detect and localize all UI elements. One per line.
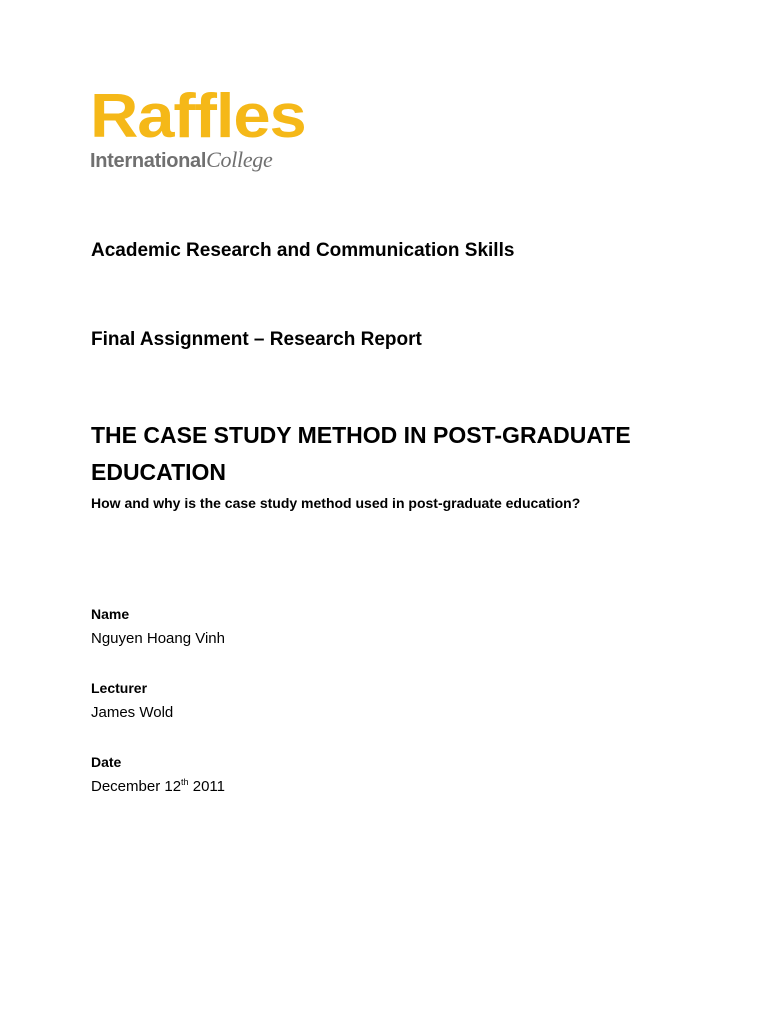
lecturer-label: Lecturer bbox=[91, 680, 148, 696]
lecturer-value: James Wold bbox=[91, 704, 174, 721]
name-value: Nguyen Hoang Vinh bbox=[91, 630, 225, 647]
course-title: Academic Research and Communication Skills bbox=[91, 240, 515, 261]
date-label: Date bbox=[91, 754, 122, 770]
logo-subtitle bbox=[90, 148, 330, 173]
date-value bbox=[91, 778, 225, 795]
logo-subtitle-international: International bbox=[90, 150, 207, 172]
raffles-logo bbox=[90, 82, 330, 173]
date-year: 2011 bbox=[188, 778, 225, 795]
date-ordinal-suffix: th bbox=[181, 777, 189, 787]
name-label: Name bbox=[91, 606, 130, 622]
research-question: How and why is the case study method used in post-graduate education? bbox=[91, 495, 581, 511]
logo-wordmark: Raffles bbox=[90, 82, 306, 151]
date-day: December 12 bbox=[91, 778, 182, 795]
assignment-title: Final Assignment – Research Report bbox=[91, 329, 422, 350]
logo-subtitle-college: College bbox=[206, 147, 273, 172]
report-title: THE CASE STUDY METHOD IN POST-GRADUATE EDUCATION bbox=[91, 422, 631, 485]
